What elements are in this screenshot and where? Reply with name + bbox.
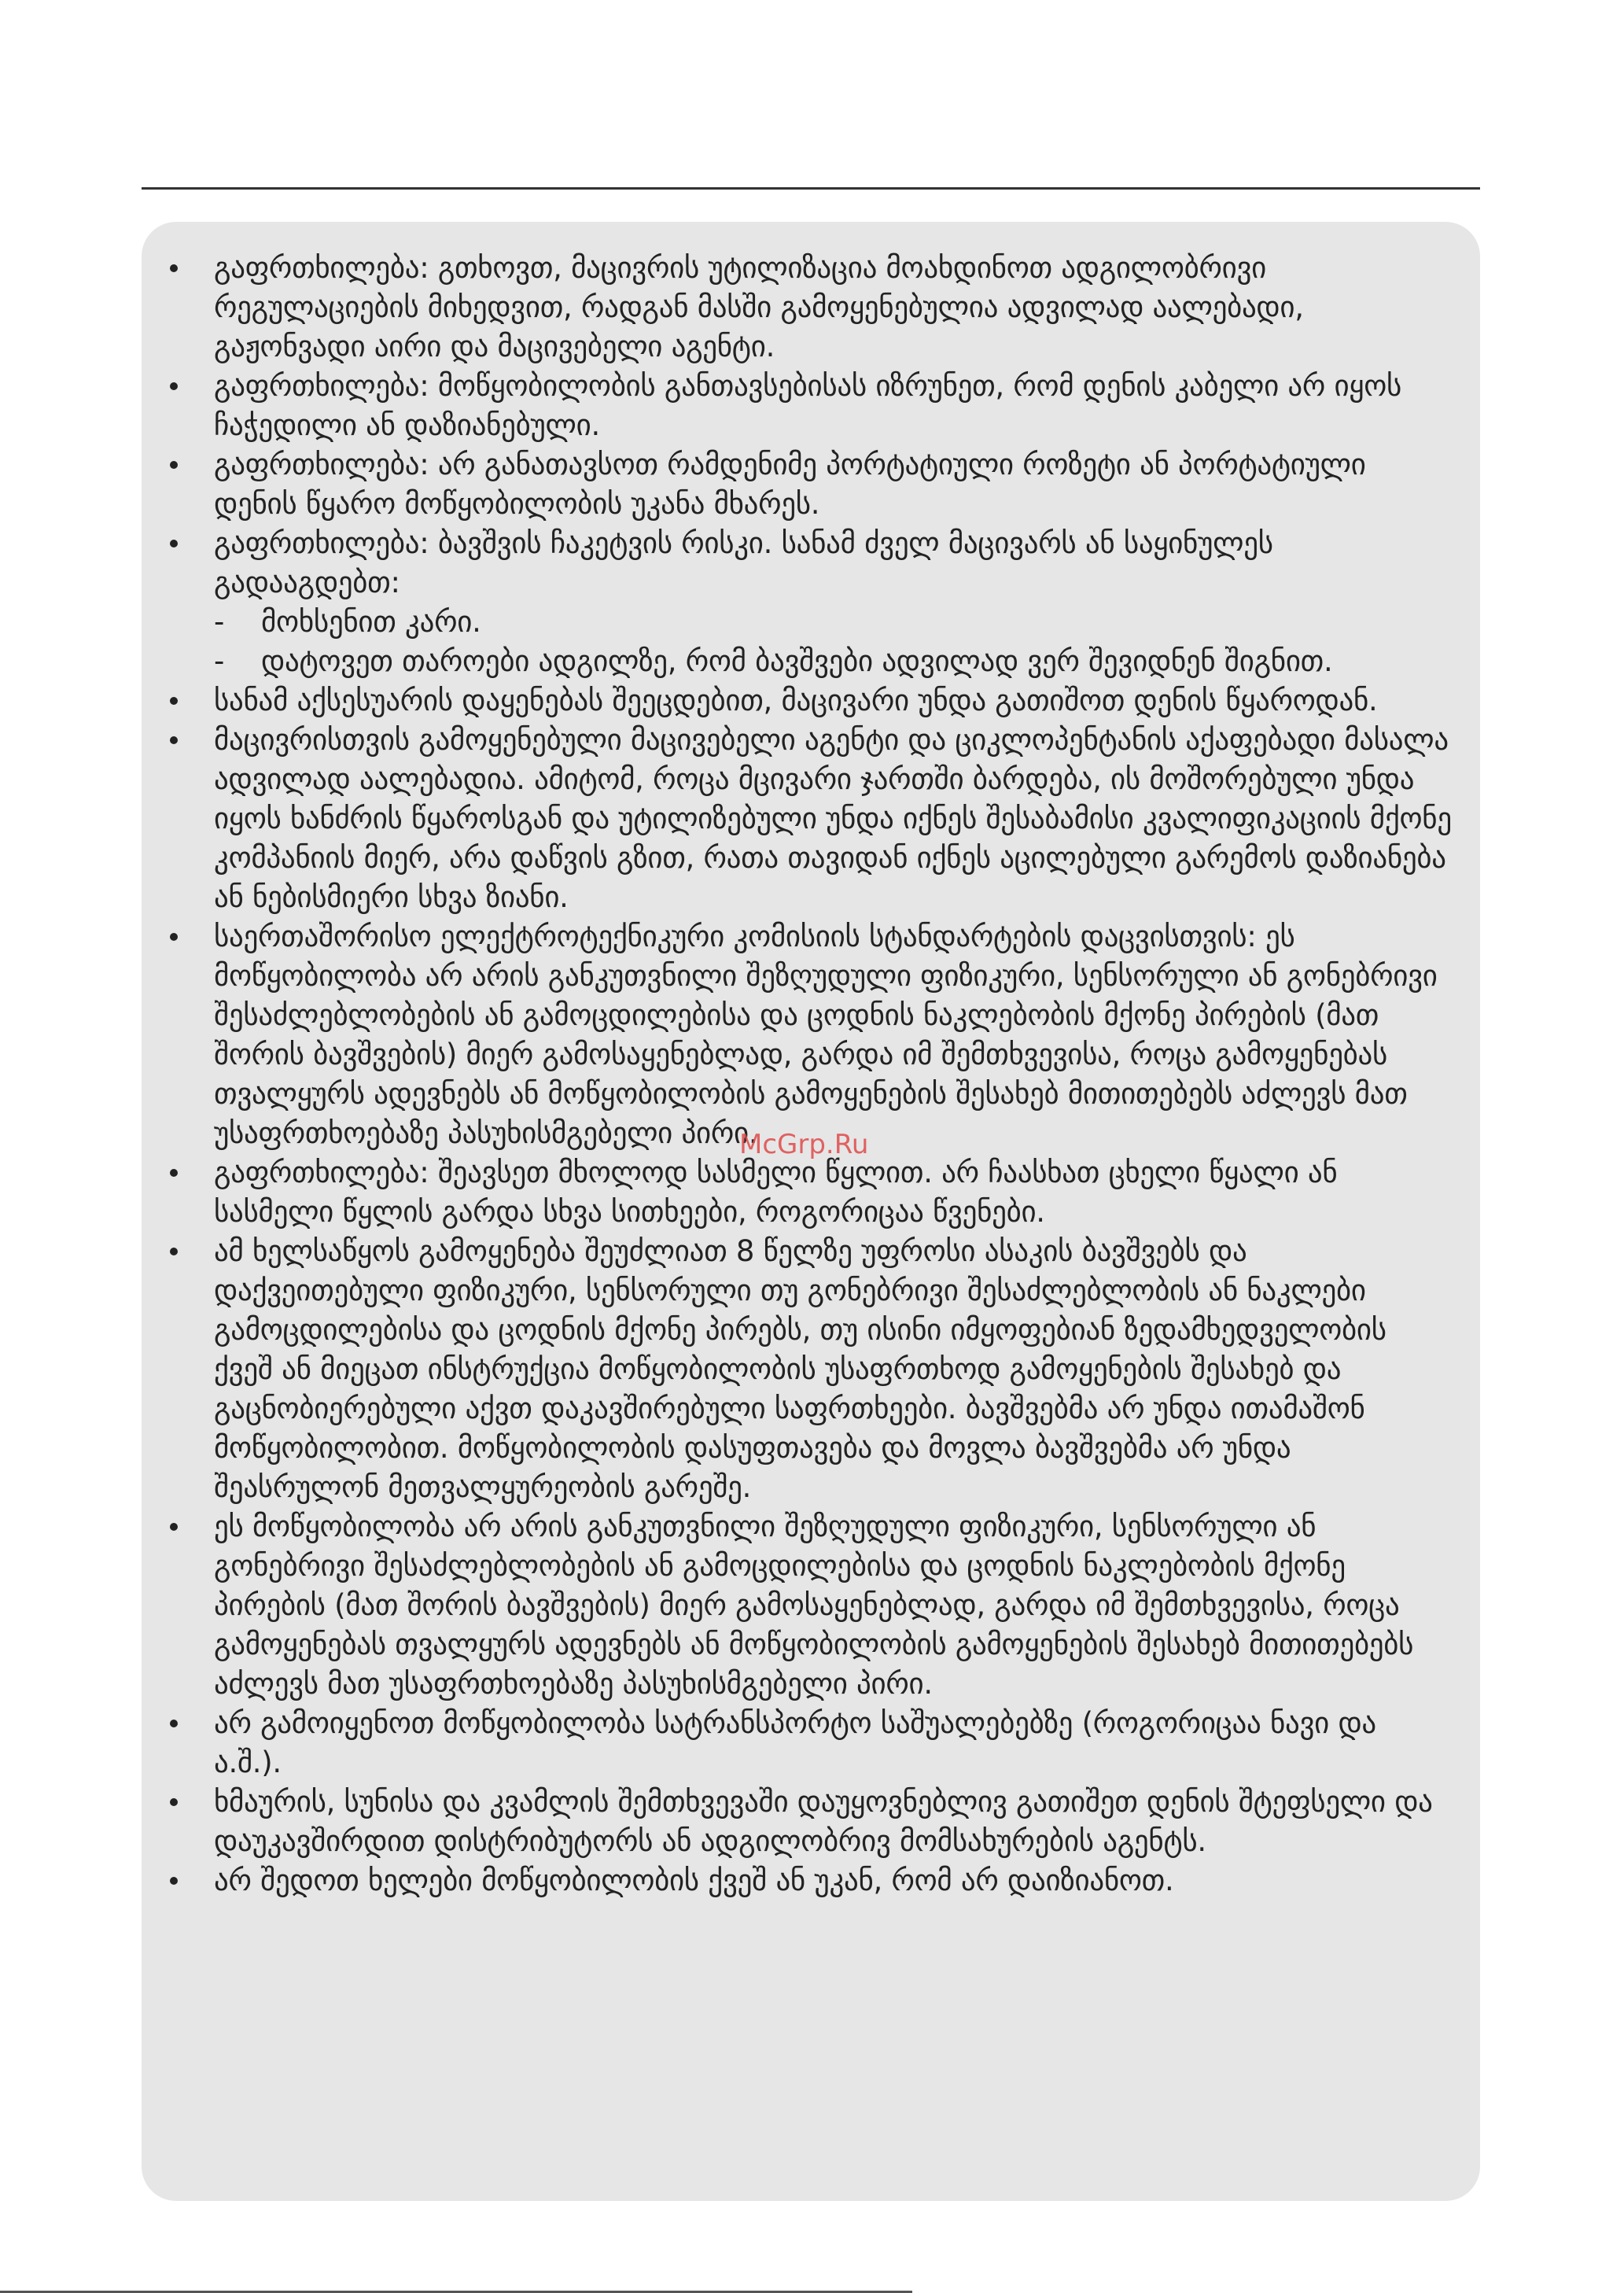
dash-icon: - — [214, 605, 225, 639]
list-item-text: არ გამოიყენოთ მოწყობილობა სატრანსპორტო საშუალებებზე (როგორიცაა ნავი და ა.შ.). — [214, 1706, 1376, 1779]
list-item-text: მაცივრისთვის გამოყენებული მაცივებელი აგენტი და ციკლოპენტანის აქაფებადი მასალა ადვილად აალებადია. ამიტომ, როცა მცივარი ჯართში ბარდება, ის მოშორებული უნდა იყოს ხანძრის წყაროსგან და უტილიზებული უნდა იქნეს შესაბამისი კვალიფიკაციის მქონე კომპანიის მიერ, არა დაწვის გზით, რათა თავიდან იქნეს აცილებული გარემოს დაზიანება ან ნებისმიერი სხვა ზიანი. — [214, 723, 1452, 914]
list-item — [142, 917, 1452, 1153]
bullet-icon — [170, 736, 178, 744]
list-item — [142, 524, 1452, 681]
sub-list-item — [214, 603, 1452, 642]
sub-list-item — [214, 642, 1452, 681]
bullet-icon — [170, 1877, 178, 1885]
list-item — [142, 1704, 1452, 1782]
list-item — [142, 445, 1452, 524]
safety-warnings-list — [142, 249, 1452, 1900]
bullet-icon — [170, 382, 178, 390]
list-item — [142, 367, 1452, 445]
bullet-icon — [170, 1248, 178, 1255]
bullet-icon — [170, 1798, 178, 1806]
list-item-text: გაფრთხილება: შეავსეთ მხოლოდ სასმელი წყლით. არ ჩაასხათ ცხელი წყალი ან სასმელი წყლის გარდა სხვა სითხეები, როგორიცაა წვენები. — [214, 1156, 1338, 1229]
watermark: McGrp.Ru — [739, 1129, 869, 1160]
bullet-icon — [170, 461, 178, 469]
list-item-text: საერთაშორისო ელექტროტექნიკური კომისიის სტანდარტების დაცვისთვის: ეს მოწყობილობა არ არის განკუთვნილი შეზღუდული ფიზიკური, სენსორული ან გონებრივი შესაძლებლობების ან გამოცდილებისა და ცოდნის ნაკლებობის მქონე პირების (მათ შორის ბავშვების) მიერ გამოსაყენებლად, გარდა იმ შემთხვევისა, როცა გამოყენებას თვალყურს ადევნებს ან მოწყობილობის გამოყენების შესახებ მითითებებს აძლევს მათ უსაფრთხოებაზე პასუხისმგებელი პირი. — [214, 920, 1438, 1150]
list-item-text: გაფრთხილება: ბავშვის ჩაკეტვის რისკი. სანამ ძველ მაცივარს ან საყინულეს გადააგდებთ: — [214, 526, 1273, 599]
list-item — [142, 1782, 1452, 1861]
list-item — [142, 1232, 1452, 1507]
list-item — [142, 681, 1452, 721]
bullet-icon — [170, 1523, 178, 1531]
bullet-icon — [170, 933, 178, 941]
dash-icon: - — [214, 644, 225, 678]
list-item — [142, 1507, 1452, 1704]
sub-list-item-text: მოხსენით კარი. — [261, 605, 481, 639]
bullet-icon — [170, 1720, 178, 1727]
bullet-icon — [170, 264, 178, 272]
list-item-text: ეს მოწყობილობა არ არის განკუთვნილი შეზღუდული ფიზიკური, სენსორული ან გონებრივი შესაძლებლობების ან გამოცდილებისა და ცოდნის ნაკლებობის მქონე პირების (მათ შორის ბავშვების) მიერ გამოსაყენებლად, გარდა იმ შემთხვევისა, როცა გამოყენებას თვალყურს ადევნებს ან მოწყობილობის გამოყენების შესახებ მითითებებს აძლევს მათ უსაფრთხოებაზე პასუხისმგებელი პირი. — [214, 1510, 1414, 1701]
sub-list-item-text: დატოვეთ თაროები ადგილზე, რომ ბავშვები ადვილად ვერ შევიდნენ შიგნით. — [261, 644, 1333, 678]
list-item-text: გაფრთხილება: გთხოვთ, მაცივრის უტილიზაცია მოახდინოთ ადგილობრივი რეგულაციების მიხედვით, რადგან მასში გამოყენებულია ადვილად აალებადი, გაჟონვადი აირი და მაცივებელი აგენტი. — [214, 251, 1304, 363]
list-item-text: გაფრთხილება: მოწყობილობის განთავსებისას იზრუნეთ, რომ დენის კაბელი არ იყოს ჩაჭედილი ან დაზიანებული. — [214, 369, 1402, 442]
list-item-text: სანამ აქსესუარის დაყენებას შეეცდებით, მაცივარი უნდა გათიშოთ დენის წყაროდან. — [214, 684, 1378, 717]
list-item — [142, 721, 1452, 917]
safety-warnings-panel — [142, 222, 1480, 2201]
list-item-text: ხმაურის, სუნისა და კვამლის შემთხვევაში დაუყოვნებლივ გათიშეთ დენის შტეფსელი და დაუკავშირდით დისტრიბუტორს ან ადგილობრივ მომსახურების აგენტს. — [214, 1785, 1433, 1858]
bullet-icon — [170, 697, 178, 705]
list-item-text: არ შედოთ ხელები მოწყობილობის ქვეშ ან უკან, რომ არ დაიზიანოთ. — [214, 1864, 1174, 1897]
sub-list — [214, 603, 1452, 681]
list-item — [142, 249, 1452, 367]
list-item-text: ამ ხელსაწყოს გამოყენება შეუძლიათ 8 წელზე უფროსი ასაკის ბავშვებს და დაქვეითებული ფიზიკური, სენსორული თუ გონებრივი შესაძლებლობის ან ნაკლები გამოცდილებისა და ცოდნის მქონე პირებს, თუ ისინი იმყოფებიან ზედამხედველობის ქვეშ ან მიეცათ ინსტრუქცია მოწყობილობის უსაფრთხოდ გამოყენების შესახებ და გაცნობიერებული აქვთ დაკავშირებული საფრთხეები. ბავშვებმა არ უნდა ითამაშონ მოწყობილობით. მოწყობილობის დასუფთავება და მოვლა ბავშვებმა არ უნდა შეასრულონ მეთვალყურეობის გარეშე. — [214, 1234, 1386, 1504]
bullet-icon — [170, 1169, 178, 1177]
header-rule — [142, 187, 1480, 190]
bullet-icon — [170, 540, 178, 547]
list-item — [142, 1153, 1452, 1232]
list-item-text: გაფრთხილება: არ განათავსოთ რამდენიმე პორტატიული როზეტი ან პორტატიული დენის წყარო მოწყობილობის უკანა მხარეს. — [214, 448, 1366, 521]
list-item — [142, 1861, 1452, 1900]
